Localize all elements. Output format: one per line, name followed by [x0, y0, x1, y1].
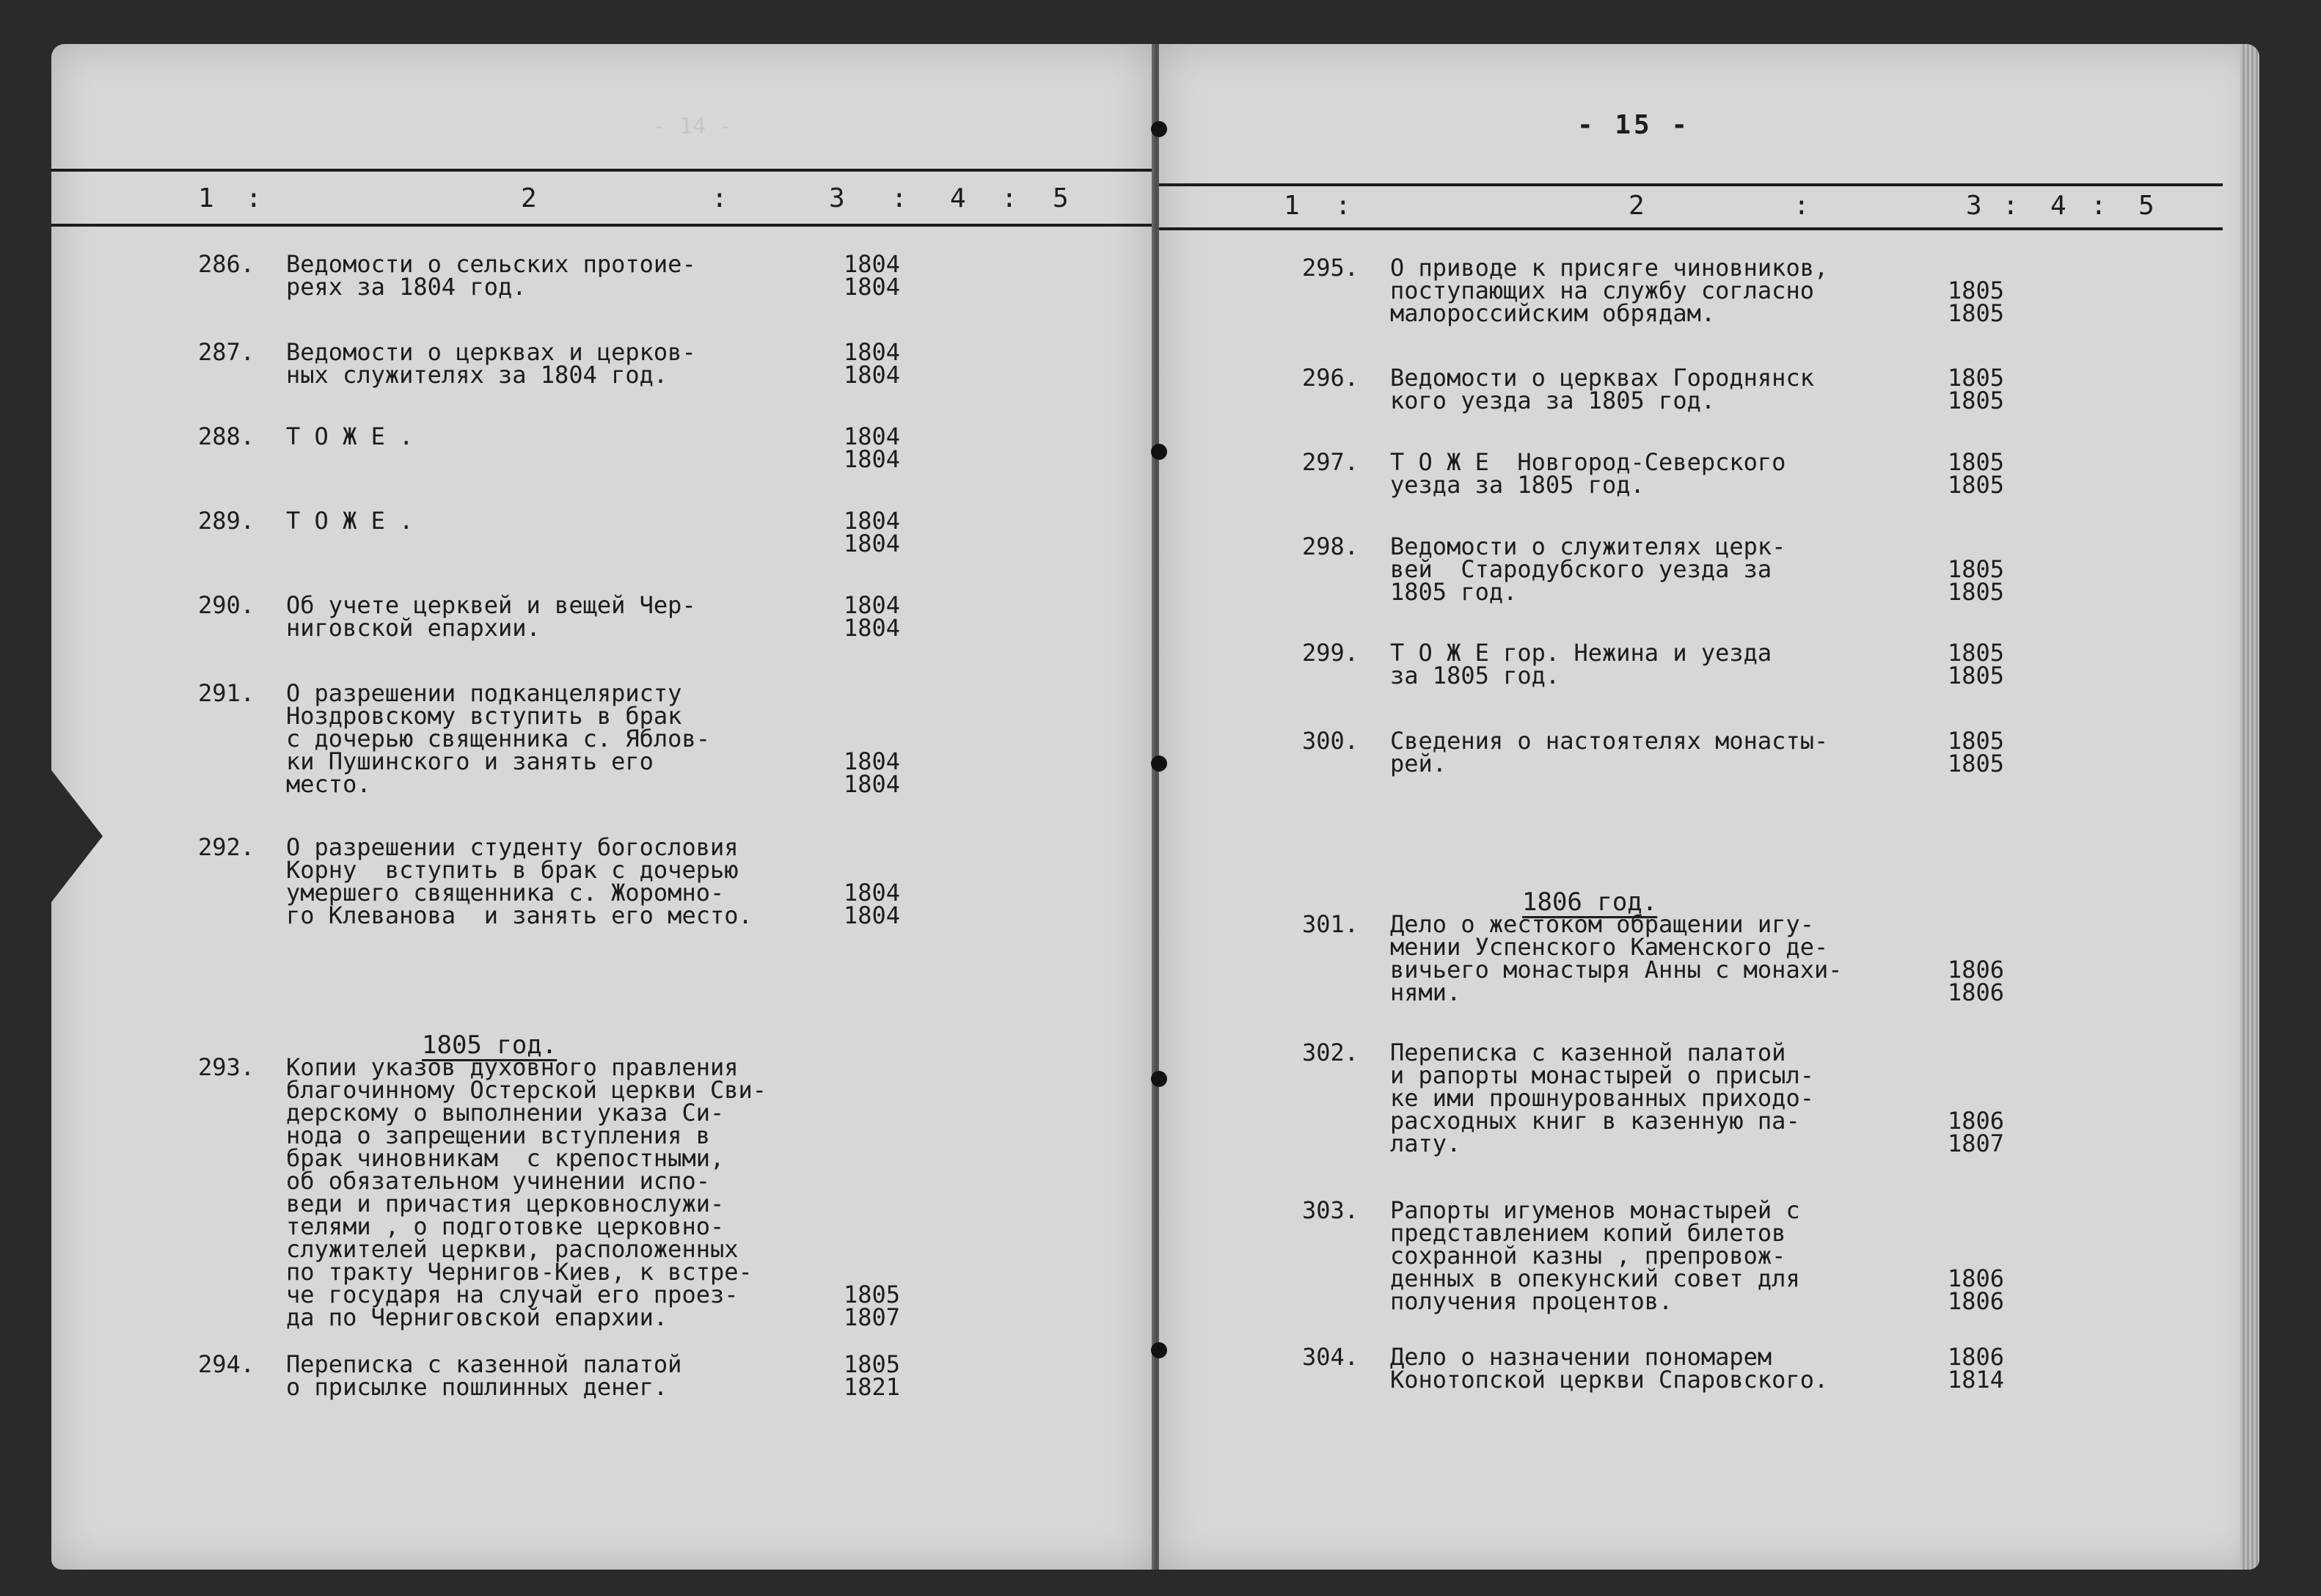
end-year: 1805 — [1948, 578, 2005, 606]
entry-years — [1948, 1343, 2005, 1394]
end-year: 1804 — [844, 614, 901, 642]
entry-number: 304. — [1302, 1343, 1359, 1371]
entry-years — [844, 1350, 901, 1401]
entry-line: вей Стародубского уезда за — [1390, 555, 1772, 583]
start-year: 1805 — [844, 1350, 901, 1378]
entry-number: 287. — [198, 338, 255, 366]
entry-line: Ведомости о церквах и церков- — [286, 338, 696, 366]
end-year: 1807 — [1948, 1130, 2005, 1157]
page-number: - 15 - — [1577, 110, 1691, 140]
entry-description — [286, 591, 696, 642]
binding-hole — [1151, 444, 1167, 460]
left-page — [51, 44, 1152, 1570]
col-sep: : — [246, 183, 262, 213]
entry-line: Дело о назначении пономарем — [1390, 1343, 1772, 1371]
entry-line: телями , о подготовке церковно- — [286, 1212, 725, 1240]
start-year: 1806 — [1948, 1107, 2005, 1135]
entry-line: Ведомости о служителях церк- — [1390, 532, 1786, 560]
col-4: 4 — [950, 183, 966, 213]
entry-line: малороссийским обрядам. — [1390, 299, 1716, 327]
left-header-rule-bottom — [51, 224, 1152, 227]
start-year: 1804 — [844, 422, 901, 450]
start-year: 1805 — [1948, 727, 2005, 755]
start-year: 1806 — [1948, 956, 2005, 984]
binding-hole — [1151, 1071, 1167, 1087]
col-3: 3 — [1966, 191, 1982, 221]
entry-number: 294. — [198, 1350, 255, 1378]
entry-number: 293. — [198, 1053, 255, 1081]
entry-years — [1948, 1107, 2005, 1157]
entry-line: и рапорты монастырей о присыл- — [1390, 1061, 1814, 1089]
entry-line: Копии указов духовного правления — [286, 1053, 739, 1081]
entry-years — [1948, 448, 2005, 499]
left-header-rule-top — [51, 169, 1152, 172]
col-4: 4 — [2050, 191, 2066, 221]
entry-years — [844, 250, 901, 301]
end-year: 1805 — [1948, 387, 2005, 414]
col-sep: : — [2003, 191, 2019, 221]
entry-line: Корну вступить в брак с дочерью — [286, 856, 739, 884]
entry-line: О разрешении подканцеляристу — [286, 679, 682, 707]
entry-line: по тракту Чернигов-Киев, к встре- — [286, 1258, 753, 1286]
end-year: 1804 — [844, 530, 901, 557]
end-year: 1804 — [844, 901, 901, 929]
start-year: 1805 — [1948, 639, 2005, 667]
entry-description — [286, 338, 696, 389]
start-year: 1805 — [1948, 277, 2005, 304]
entry-line: Т О Ж Е гор. Нежина и уезда — [1390, 639, 1772, 667]
entry-number: 296. — [1302, 364, 1359, 392]
entry-description — [1390, 1343, 1829, 1394]
entry-years — [1948, 364, 2005, 414]
col-1: 1 — [1284, 191, 1300, 221]
start-year: 1804 — [844, 879, 901, 907]
start-year: 1805 — [1948, 448, 2005, 476]
entry-line: с дочерью священника с. Яблов- — [286, 725, 710, 753]
entry-number: 298. — [1302, 532, 1359, 560]
entry-line: денных в опекунский совет для — [1390, 1264, 1800, 1292]
entry-number: 289. — [198, 507, 255, 535]
col-sep: : — [1794, 191, 1810, 221]
entry-line: о присылке пошлинных денег. — [286, 1373, 668, 1401]
entry-line: за 1805 год. — [1390, 662, 1560, 689]
entry-description — [286, 507, 414, 535]
start-year: 1806 — [1948, 1264, 2005, 1292]
entry-line: Об учете церквей и вещей Чер- — [286, 591, 696, 619]
entry-description — [1390, 532, 1786, 606]
entry-number: 288. — [198, 422, 255, 450]
entry-line: лату. — [1390, 1130, 1461, 1157]
start-year: 1804 — [844, 747, 901, 775]
end-year: 1806 — [1948, 1287, 2005, 1315]
entry-line: уезда за 1805 год. — [1390, 471, 1645, 499]
col-sep: : — [1335, 191, 1351, 221]
entry-number: 290. — [198, 591, 255, 619]
entry-line: Рапорты игуменов монастырей с — [1390, 1196, 1800, 1224]
entry-line: реях за 1804 год. — [286, 273, 527, 301]
entry-line: ке ими прошнурованных приходо- — [1390, 1084, 1814, 1112]
entry-line: Дело о жестоком обращении игу- — [1390, 910, 1814, 938]
col-sep: : — [1001, 183, 1017, 213]
entry-line: Т О Ж Е . — [286, 422, 414, 450]
entry-line: ки Пушинского и занять его — [286, 747, 654, 775]
end-year: 1805 — [1948, 471, 2005, 499]
entry-line: кого уезда за 1805 год. — [1390, 387, 1716, 414]
col-3: 3 — [829, 183, 845, 213]
binding-hole — [1151, 121, 1167, 137]
end-year: 1807 — [844, 1303, 901, 1331]
start-year: 1804 — [844, 591, 901, 619]
entry-line: расходных книг в казенную па- — [1390, 1107, 1800, 1135]
col-2: 2 — [1629, 191, 1645, 221]
entry-line: сохранной казны , препровож- — [1390, 1242, 1786, 1270]
col-sep: : — [891, 183, 907, 213]
entry-description — [286, 679, 710, 798]
entry-line: Ведомости о церквах Городнянск — [1390, 364, 1814, 392]
page-edge-stack — [2240, 44, 2259, 1570]
entry-years — [844, 591, 901, 642]
entry-number: 292. — [198, 833, 255, 861]
right-year-heading: 1806 год. — [1522, 887, 1658, 917]
entry-line: представлением копий билетов — [1390, 1219, 1786, 1247]
entry-description — [1390, 1196, 1800, 1315]
col-5: 5 — [2138, 191, 2154, 221]
entry-years — [844, 879, 901, 929]
entry-description — [286, 833, 753, 929]
entry-number: 302. — [1302, 1039, 1359, 1066]
entry-years — [844, 422, 901, 473]
entry-line: служителей церкви, расположенных — [286, 1235, 739, 1263]
entry-line: Т О Ж Е . — [286, 507, 414, 535]
entry-line: место. — [286, 770, 371, 798]
end-year: 1804 — [844, 361, 901, 389]
entry-number: 303. — [1302, 1196, 1359, 1224]
entry-line: Ведомости о сельских протоие- — [286, 250, 696, 278]
entry-description — [286, 1053, 767, 1331]
entry-line: вичьего монастыря Анны с монахи- — [1390, 956, 1843, 984]
entry-description — [1390, 639, 1772, 689]
start-year: 1804 — [844, 338, 901, 366]
entry-line: благочинному Остерской церкви Сви- — [286, 1076, 767, 1104]
col-1: 1 — [198, 183, 214, 213]
entry-line: Конотопской церкви Спаровского. — [1390, 1366, 1829, 1394]
end-year: 1804 — [844, 445, 901, 473]
col-sep: : — [712, 183, 728, 213]
entry-description — [1390, 364, 1814, 414]
entry-years — [1948, 555, 2005, 606]
entry-description — [1390, 1039, 1814, 1157]
start-year: 1805 — [844, 1281, 901, 1308]
page-tear — [51, 770, 103, 902]
entry-description — [1390, 727, 1829, 777]
col-2: 2 — [521, 183, 537, 213]
entry-years — [1948, 956, 2005, 1006]
entry-years — [1948, 279, 2004, 325]
right-header-rule-bottom — [1159, 227, 2223, 230]
entry-number: 291. — [198, 679, 255, 707]
end-year: 1804 — [844, 770, 901, 798]
entry-line: Сведения о настоятелях монасты- — [1390, 727, 1829, 755]
start-year: 1804 — [844, 250, 901, 278]
start-year: 1805 — [1948, 364, 2005, 392]
entry-description — [1390, 254, 1829, 327]
entry-line: Т О Ж Е Новгород-Северского — [1390, 448, 1786, 476]
entry-line: нями. — [1390, 978, 1461, 1006]
entry-number: 301. — [1302, 910, 1359, 938]
entry-line: да по Черниговской епархии. — [286, 1303, 668, 1331]
start-year: 1805 — [1948, 555, 2005, 583]
end-year: 1806 — [1948, 978, 2005, 1006]
entry-line: дерскому о выполнении указа Си- — [286, 1099, 725, 1127]
entry-number: 295. — [1302, 254, 1359, 282]
entry-description — [286, 250, 696, 301]
entry-line: О приводе к присяге чиновников, — [1390, 254, 1829, 282]
entry-line: О разрешении студенту богословия — [286, 833, 739, 861]
entry-line: умершего священника с. Жоромно- — [286, 879, 725, 907]
entry-line: го Клеванова и занять его место. — [286, 901, 753, 929]
entry-years — [1948, 639, 2005, 689]
end-year: 1805 — [1948, 662, 2005, 689]
entry-line: 1805 год. — [1390, 578, 1518, 606]
entry-description — [286, 1350, 682, 1401]
entry-years — [844, 747, 901, 798]
entry-line: веди и причастия церковнослужи- — [286, 1190, 725, 1218]
entry-line: Переписка с казенной палатой — [1390, 1039, 1786, 1066]
left-year-heading: 1805 год. — [422, 1031, 558, 1060]
right-page — [1159, 44, 2259, 1570]
entry-number: 286. — [198, 250, 255, 278]
col-5: 5 — [1053, 183, 1069, 213]
entry-line: получения процентов. — [1390, 1287, 1673, 1315]
entry-number: 297. — [1302, 448, 1359, 476]
entry-line: че государя на случай его проез- — [286, 1281, 739, 1308]
entry-line: мении Успенского Каменского де- — [1390, 933, 1829, 961]
entry-description — [1390, 910, 1843, 1006]
entry-line: нода о запрещении вступления в — [286, 1121, 710, 1149]
end-year: 1821 — [844, 1373, 901, 1401]
right-header-rule-top — [1159, 183, 2223, 186]
entry-number: 300. — [1302, 727, 1359, 755]
entry-line: Переписка с казенной палатой — [286, 1350, 682, 1378]
entry-line: брак чиновникам с крепостными, — [286, 1144, 725, 1172]
end-year: 1814 — [1948, 1366, 2005, 1394]
entry-years — [844, 338, 901, 389]
binding-hole — [1151, 755, 1167, 772]
entry-line: Ноздровскому вступить в брак — [286, 702, 682, 730]
entry-description — [286, 422, 414, 450]
entry-number: 299. — [1302, 639, 1359, 667]
entry-years — [1948, 727, 2005, 777]
entry-years — [844, 507, 901, 557]
end-year: 1804 — [844, 273, 901, 301]
end-year: 1805 — [1948, 299, 2005, 327]
end-year: 1805 — [1948, 750, 2005, 777]
left-page-number-ghost: - 14 - — [653, 114, 733, 139]
entry-line: об обязательном учинении испо- — [286, 1167, 710, 1195]
entry-years — [1948, 1264, 2005, 1315]
col-sep: : — [2091, 191, 2107, 221]
entry-line: поступающих на службу согласно — [1390, 277, 1814, 304]
binding-hole — [1151, 1342, 1167, 1358]
start-year: 1804 — [844, 507, 901, 535]
entry-line: рей. — [1390, 750, 1447, 777]
entry-years — [844, 1281, 901, 1331]
entry-line: ниговской епархии. — [286, 614, 541, 642]
start-year: 1806 — [1948, 1343, 2005, 1371]
entry-line: ных служителях за 1804 год. — [286, 361, 668, 389]
entry-description — [1390, 448, 1786, 499]
